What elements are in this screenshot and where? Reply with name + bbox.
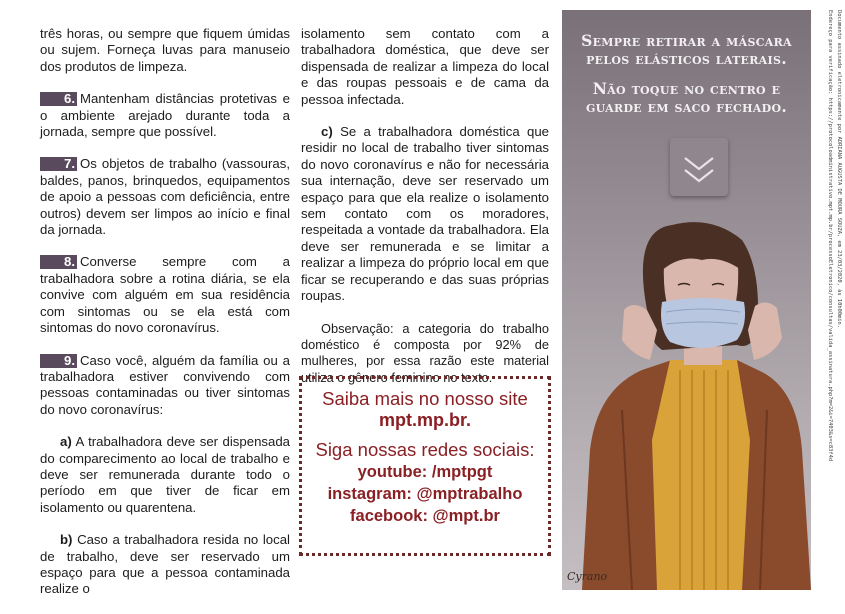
illustration-panel [562,10,811,590]
subitem-a [40,434,290,516]
item-number-8: 8. [40,255,77,269]
subitem-b-label: b) [60,532,73,548]
subitem-c [301,124,549,304]
sidebar-line-2: Endereço para verificação: https://protocoloadministrativo.mpt.mp.br/processoEletronico/consultas/valida_assinatura.php?m=2&i=7403&s=c83f4d [827,10,833,462]
text-column-left [40,26,290,614]
item-6-text: Mantenham distâncias protetivas e o ambiente arejado durante toda a jornada, sempre que possível. [40,91,290,140]
subitem-a-text: A trabalhadora deve ser dispensada do comparecimento ao local de trabalho e deve ser remunerada durante todo o período em que tiver de ficar em isolamento ou quarentena. [40,434,291,515]
instagram-link[interactable]: instagram: @mptrabalho [327,485,523,503]
artist-signature: Cyrano [567,570,608,583]
subitem-c-text: Se a trabalhadora doméstica que residir no local de trabalho tiver sintomas do novo coronavírus e não for necessária sua internação, deve ser reservado um espaço para que ela realize o isolamento sem contato com os moradores, respeitada a vontade da trabalhadora. Ela deve ser remunerada e se limitar a realizar a limpeza do próprio local em que ficar se recuperando e das suas próprias roupas. [301,124,549,304]
social-intro: Siga nossas redes sociais: [315,439,535,460]
subitem-b [40,532,290,598]
subitem-b-text: Caso a trabalhadora resida no local de trabalho, deve ser reservado um espaço para que a pessoa contaminada realize o [40,532,290,597]
subitem-a-label: a) [60,434,72,450]
item-9-text: Caso você, alguém da família ou a trabalhadora estiver convivendo com pessoas contaminadas ou tiver sintomas do novo coronavírus: [40,352,290,417]
site-link[interactable]: mpt.mp.br. [378,410,471,430]
youtube-link[interactable]: youtube: /mptpgt [357,463,493,481]
subitem-c-label: c) [321,124,333,140]
sidebar-line-1: Documento assinado eletronicamente por ADRIANA AUGUSTA DE MOURA SOUZA, em 23/03/2020, às 10h00min. [836,10,842,329]
signature-sidebar [813,10,843,590]
item-number-6: 6. [40,92,77,106]
social-media-box [299,376,551,556]
item-6 [40,91,290,140]
paragraph-continued: três horas, ou sempre que fiquem úmidas ou sujem. Forneça luvas para manuseio dos produtos de limpeza. [40,26,290,74]
site-intro: Saiba mais no nosso site [322,388,528,409]
item-number-7: 7. [40,157,77,171]
item-8 [40,254,290,336]
item-8-text: Converse sempre com a trabalhadora sobre a rotina diária, se ela convive com alguém em sua residência com sintomas ou se ela está com sintomas do novo coronavírus. [40,254,290,336]
text-column-middle [301,26,549,402]
item-9 [40,353,290,419]
woman-with-mask-illustration [562,10,811,590]
mask-instruction-1: Sempre retirar a máscara pelos elásticos laterais. [581,31,792,68]
electronic-signature-note [813,10,843,590]
paragraph-continued-b: isolamento sem contato com a trabalhadora doméstica, que deve ser dispensada de realizar a limpeza do local e das roupas pessoais e de cama da pessoa infectada. [301,26,549,107]
observation-note: Observação: a categoria do trabalho doméstico é composta por 92% de mulheres, por essa razão este material utiliza o gênero feminino no texto. [301,320,549,385]
item-7 [40,156,290,238]
item-7-text: Os objetos de trabalho (vassouras, baldes, panos, brinquedos, equipamentos de apoio a pessoas com deficiência, entre outros) devem ser limpos ao início e final da jornada. [40,156,290,238]
mask-instruction-2: Não toque no centro e guarde em saco fechado. [585,79,788,116]
item-number-9: 9. [40,354,77,368]
facebook-link[interactable]: facebook: @mpt.br [350,507,500,525]
